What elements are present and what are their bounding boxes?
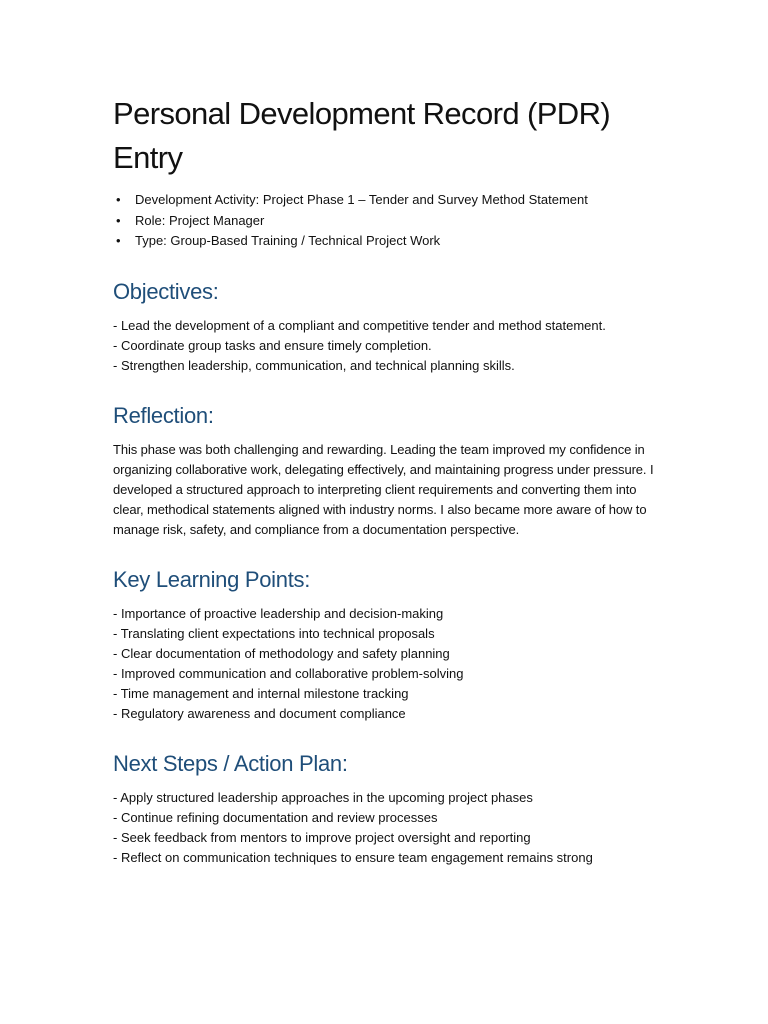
document-title: Personal Development Record (PDR) Entry (113, 96, 611, 175)
next-steps-section (113, 749, 658, 868)
list-item-text: Role: Project Manager (135, 212, 265, 228)
reflection-section (113, 401, 658, 540)
next-steps-heading: Next Steps / Action Plan: (113, 750, 348, 776)
list-item: - Continue refining documentation and review processes (113, 809, 438, 825)
key-learning-section (113, 565, 658, 724)
list-item: - Lead the development of a compliant and competitive tender and method statement. (113, 317, 606, 333)
bullet-icon: • (116, 192, 121, 207)
list-item: - Clear documentation of methodology and safety planning (113, 645, 450, 661)
list-item: - Regulatory awareness and document compliance (113, 705, 406, 721)
list-item-type (113, 231, 658, 252)
bullet-icon: • (116, 212, 121, 228)
activity-details-list (113, 190, 658, 252)
key-learning-list (113, 604, 658, 724)
document-page (113, 92, 658, 868)
objectives-section (113, 277, 658, 376)
list-item: - Seek feedback from mentors to improve project oversight and reporting (113, 829, 531, 845)
list-item: - Improved communication and collaborative problem-solving (113, 665, 464, 681)
list-item: - Coordinate group tasks and ensure timely completion. (113, 337, 432, 353)
objectives-heading: Objectives: (113, 278, 219, 304)
list-item: - Importance of proactive leadership and decision-making (113, 605, 444, 621)
bullet-icon: • (116, 233, 121, 248)
list-item: - Reflect on communication techniques to ensure team engagement remains strong (113, 849, 593, 865)
list-item-text: Development Activity: Project Phase 1 – Tender and Survey Method Statement (135, 192, 588, 207)
objectives-list (113, 316, 658, 376)
reflection-paragraph: This phase was both challenging and rewarding. Leading the team improved my confidence in organizing collaborative work, delegating effectively, and maintaining progress under pressure. I developed a structured approach to interpreting client requirements and converting them into clear, methodical statements aligned with industry norms. I also became more aware of how to manage risk, safety, and compliance from a documentation perspective. (113, 441, 654, 537)
reflection-heading: Reflection: (113, 402, 214, 428)
key-learning-heading: Key Learning Points: (113, 566, 311, 592)
list-item: - Translating client expectations into technical proposals (113, 625, 435, 641)
list-item-activity (113, 190, 658, 211)
list-item: - Strengthen leadership, communication, and technical planning skills. (113, 357, 515, 373)
list-item: - Apply structured leadership approaches in the upcoming project phases (113, 789, 533, 805)
list-item-text: Type: Group-Based Training / Technical Project Work (135, 233, 441, 248)
list-item: - Time management and internal milestone tracking (113, 685, 409, 701)
next-steps-list (113, 788, 658, 868)
list-item-role (113, 211, 658, 232)
